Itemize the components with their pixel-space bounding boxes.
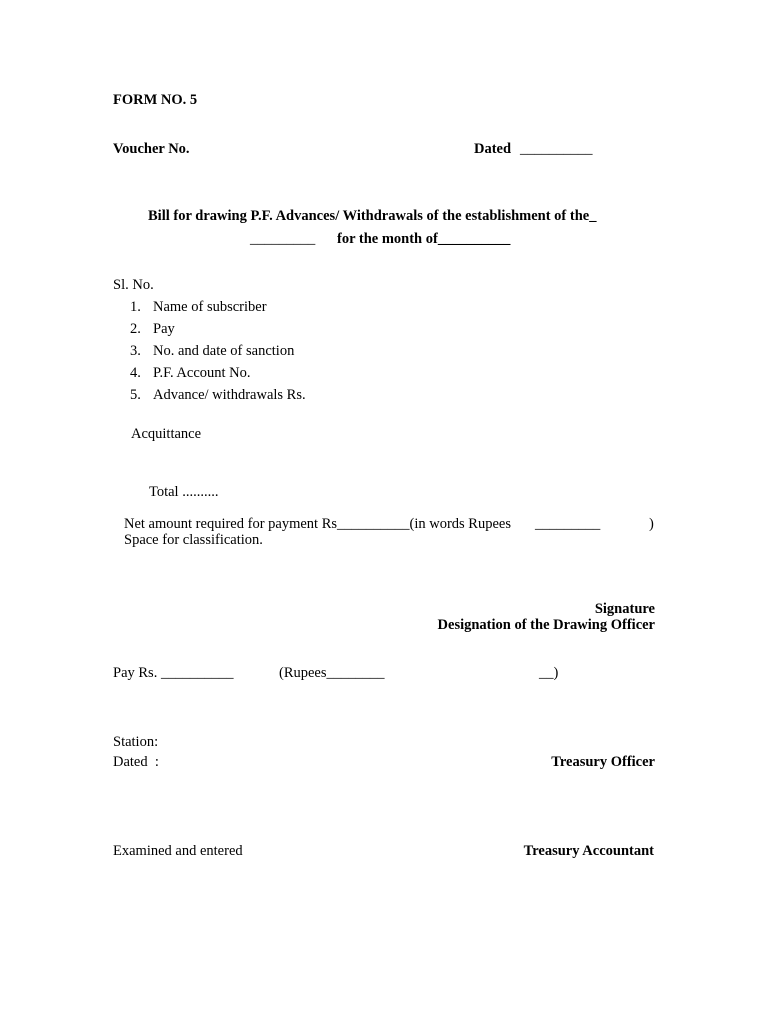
item-label: P.F. Account No.	[153, 365, 251, 381]
pay-rupees-label: (Rupees________	[279, 665, 385, 681]
bill-title-line2: for the month of__________	[337, 231, 511, 247]
classification-label: Space for classification.	[124, 532, 263, 548]
item-number: 2.	[130, 321, 141, 337]
acquittance-label: Acquittance	[131, 426, 202, 442]
item-number: 3.	[130, 343, 141, 359]
pay-rs-label: Pay Rs. __________	[113, 665, 234, 681]
dated-label: Dated	[474, 141, 512, 157]
designation-label: Designation of the Drawing Officer	[437, 617, 655, 633]
bill-title-blank: _________	[250, 231, 316, 247]
list-item	[130, 384, 306, 406]
net-amount-blank: _________	[535, 516, 601, 532]
dated-field-label: Dated :	[113, 754, 159, 770]
list-item	[130, 318, 306, 340]
item-label: Advance/ withdrawals Rs.	[153, 387, 306, 403]
list-item	[130, 362, 306, 384]
examined-label: Examined and entered	[113, 843, 243, 859]
list-item	[130, 340, 306, 362]
list-item	[130, 296, 306, 318]
bill-title-line1: Bill for drawing P.F. Advances/ Withdrawals of the establishment of the_	[148, 208, 597, 224]
item-label: Pay	[153, 321, 175, 337]
form-number: FORM NO. 5	[113, 92, 198, 108]
item-number: 5.	[130, 387, 141, 403]
net-amount-close: )	[649, 516, 654, 532]
item-label: No. and date of sanction	[153, 343, 295, 359]
net-amount-text: Net amount required for payment Rs__________(in words Rupees	[124, 516, 511, 532]
signature-label: Signature	[594, 601, 655, 617]
total-label: Total ..........	[149, 484, 219, 500]
item-list	[113, 296, 306, 406]
pay-close: __)	[539, 665, 559, 681]
sl-no-label: Sl. No.	[113, 277, 154, 293]
voucher-no-label: Voucher No.	[113, 141, 190, 157]
station-label: Station:	[113, 734, 159, 750]
item-number: 1.	[130, 299, 141, 315]
dated-blank: __________	[520, 141, 593, 157]
treasury-officer-label: Treasury Officer	[551, 754, 655, 770]
item-label: Name of subscriber	[153, 299, 267, 315]
treasury-accountant-label: Treasury Accountant	[523, 843, 654, 859]
item-number: 4.	[130, 365, 141, 381]
